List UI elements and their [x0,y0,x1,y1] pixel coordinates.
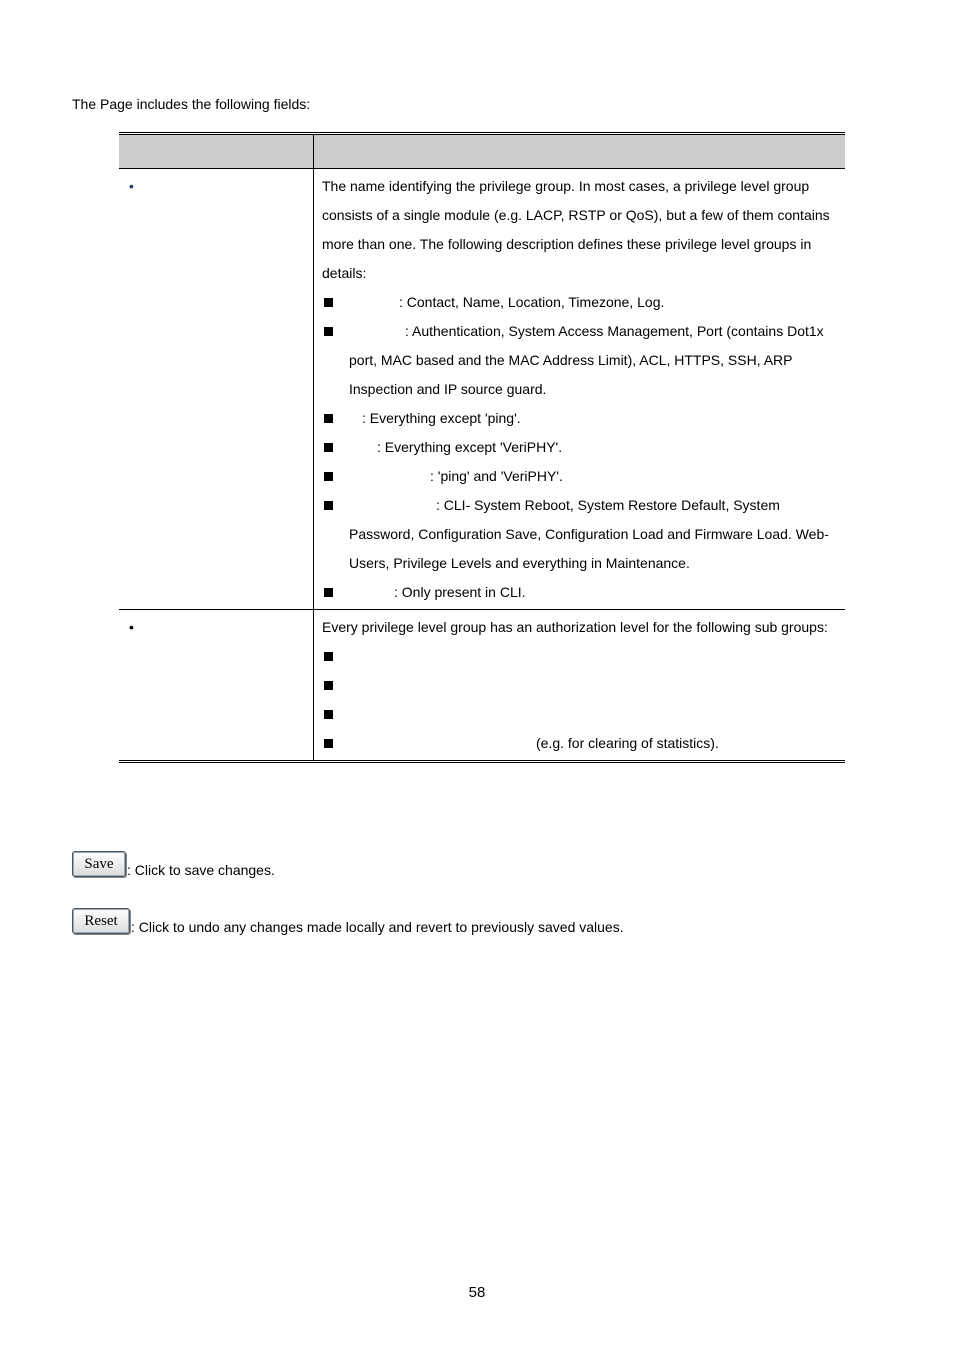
square-bullet-icon [324,414,333,423]
row-paragraph: Every privilege level group has an authorization level for the following sub groups: [322,619,828,635]
item-text: (e.g. for clearing of statistics). [536,735,719,751]
item-text: : Only present in CLI. [394,584,526,600]
reset-line [72,908,624,934]
save-button[interactable]: Save [72,851,126,877]
item-text: : CLI- System Reboot, System Restore Default, System Password, Configuration Save, Configuration Load and Firmware Load. Web- Users, Privilege Levels and everything in Maintenance. [349,497,829,571]
item-text: : Everything except 'ping'. [362,410,521,426]
description-cell [314,610,845,760]
item-text: : Contact, Name, Location, Timezone, Log. [399,294,665,310]
list-item [322,729,845,758]
square-bullet-icon [324,327,333,336]
description-cell [314,169,845,609]
list-item [322,433,845,462]
page-number: 58 [468,1284,486,1301]
list-item [322,671,845,700]
list-item [322,578,845,607]
item-text: : Everything except 'VeriPHY'. [377,439,563,455]
list-item [322,404,845,433]
intro-text: The Page includes the following fields: [72,96,311,112]
object-cell [119,610,314,760]
square-bullet-icon [324,501,333,510]
square-bullet-icon [324,710,333,719]
row-paragraph: The name identifying the privilege group. In most cases, a privilege level group consists of a single module (e.g. LACP, RSTP or QoS), but a few of them contains more than one. The following description defines these privilege level groups in details: [322,178,830,281]
square-bullet-icon [324,472,333,481]
square-bullet-icon [324,652,333,661]
square-bullet-icon [324,681,333,690]
table-header [119,135,845,169]
square-bullet-icon [324,588,333,597]
item-text: : 'ping' and 'VeriPHY'. [430,468,563,484]
list-item [322,288,845,317]
list-item [322,642,845,671]
square-bullet-icon [324,443,333,452]
reset-description: : Click to undo any changes made locally and revert to previously saved values. [131,919,624,935]
bullet-icon: • [129,178,134,194]
header-description-cell [314,135,845,168]
object-cell [119,169,314,609]
reset-button[interactable]: Reset [72,908,130,934]
list-item [322,462,845,491]
fields-table [119,132,845,763]
list-item [322,317,845,404]
square-bullet-icon [324,739,333,748]
list-item [322,491,845,578]
header-object-cell [119,135,314,168]
save-line [72,851,275,877]
square-bullet-icon [324,298,333,307]
item-text: : Authentication, System Access Management, Port (contains Dot1x port, MAC based and the MAC Address Limit), ACL, HTTPS, SSH, ARP Inspection and IP source guard. [349,323,824,397]
table-row [119,609,845,760]
bullet-icon: • [129,619,134,635]
save-description: : Click to save changes. [127,862,275,878]
list-item [322,700,845,729]
table-row [119,169,845,609]
